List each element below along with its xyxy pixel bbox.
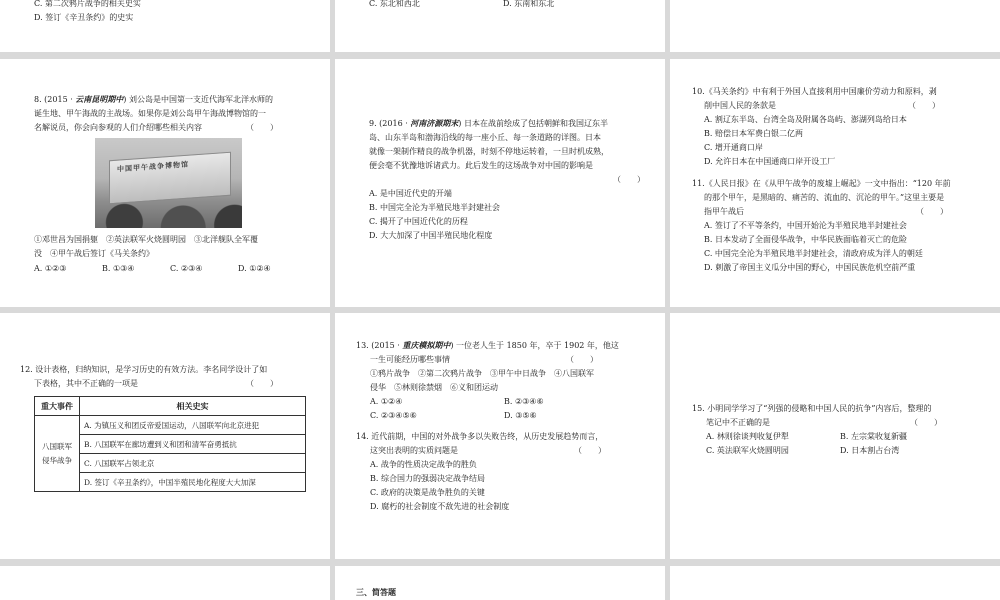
question-11: 11.《人民日报》在《从甲午战争的废墟上崛起》一文中指出：“120 年前 的那个甲午，是黑暗的、痛苦的、流血的、沉沦的甲午。”这里主要是 指甲午战后 （ ） A. 签订了不平等条约，中国开始沦为半殖民地半封建社会 B. 日本发动了全面侵华战争，中华民族面临着灭亡的危险 C. 中国完全沦为半殖民地半封建社会，清政府成为洋人的朝廷 D. 刺激了帝国主义瓜分中国的野心，中国民族危机空前严重: [692, 177, 951, 275]
option-d[interactable]: D. 腐朽的社会制度不敌先进的社会制度: [370, 502, 510, 511]
question-9-source: 河南济源期末: [410, 118, 459, 128]
option-c[interactable]: C. 中国完全沦为半殖民地半封建社会，清政府成为洋人的朝廷: [704, 249, 923, 258]
panel-bottom-right: [670, 566, 1000, 600]
table-cell[interactable]: D. 签订《辛丑条约》，中国半殖民地化程度大大加深: [80, 473, 306, 492]
option-a[interactable]: A. ①②③: [34, 264, 67, 273]
question-15: 15. 小明同学学习了“列强的侵略和中国人民的抗争”内容后，整理的 笔记中不正确的是 （ ） A. 林则徐谈判收复伊犁 B. 左宗棠收复新疆 C. 英法联军火烧圆明园 D. 日本割占台湾: [692, 402, 942, 458]
option-c: C. 第二次鸦片战争的相关史实: [34, 0, 141, 8]
option-b[interactable]: B. ①③④: [102, 264, 135, 273]
option-d[interactable]: D. 大大加深了中国半殖民地化程度: [369, 231, 493, 240]
table-header: 重大事件: [35, 397, 80, 416]
option-b[interactable]: B. 综合国力的强弱决定战争结局: [370, 474, 485, 483]
panel-top-left: [0, 0, 330, 52]
question-14: 14. 近代前期，中国的对外战争多以失败告终，从历史发展趋势而言， 这突出表明的实质问题是 （ ） A. 战争的性质决定战争的胜负 B. 综合国力的强弱决定战争结局 C. 政府的决策是战争胜负的关键 D. 腐朽的社会制度不敌先进的社会制度: [356, 430, 606, 514]
question-8: [34, 92, 278, 135]
panel-bottom-left: [0, 566, 330, 600]
option-d[interactable]: D. 允许日本在中国通商口岸开设工厂: [704, 157, 836, 166]
option-a[interactable]: A. 林则徐谈判收复伊犁: [706, 432, 789, 441]
table-cell[interactable]: B. 八国联军在廊坊遭到义和团和清军奋勇抵抗: [80, 435, 306, 454]
museum-photo: [95, 138, 242, 228]
option-a[interactable]: A. 是中国近代史的开端: [369, 189, 452, 198]
question-8-source: 云南昆明期中: [75, 94, 124, 104]
table-row: [35, 416, 306, 435]
option-b[interactable]: B. 中国完全沦为半殖民地半封建社会: [369, 203, 500, 212]
option-b[interactable]: B. 赔偿日本军费白银二亿两: [704, 129, 803, 138]
option-d: D. 东南和东北: [503, 0, 555, 8]
table-cell[interactable]: A. 为镇压义和团反帝爱国运动，八国联军向北京进犯: [80, 416, 306, 435]
question-9: 9. (2016 · 河南济源期末) 日本在战前绘成了包括朝鲜和我国辽东半 岛、山东半岛和渤海沿线的每一座小丘、每一条道路的详图。日本 就像一架制作精良的战争机器，时刻不停地运转着，一旦时机成熟， 便会毫不犹豫地诉诸武力。此后发生的这场战争对中国的影响是 （ ） A. 是中国近代史的开端 B. 中国完全沦为半殖民地半封建社会 C. 揭开了中国近代化的历程 D. 大大加深了中国半殖民地化程度: [369, 116, 645, 243]
question-13-source: 重庆模拟期中: [402, 340, 451, 350]
option-b[interactable]: B. 日本发动了全面侵华战争，中华民族面临着灭亡的危险: [704, 235, 907, 244]
option-c[interactable]: C. ②③④: [170, 264, 203, 273]
panel-top-middle: [335, 0, 665, 52]
question-8-line1: ) 刘公岛是中国第一支近代海军北洋水师的: [123, 95, 273, 104]
option-d[interactable]: D. ①②④: [238, 264, 271, 273]
option-c[interactable]: C. ②③④⑤⑥: [370, 411, 417, 420]
option-a[interactable]: A. ①②④: [370, 397, 403, 406]
option-c[interactable]: C. 政府的决策是战争胜负的关键: [370, 488, 485, 497]
option-a[interactable]: A. 战争的性质决定战争的胜负: [370, 460, 477, 469]
museum-sign: 中国甲午战争博物馆: [117, 160, 189, 174]
option-c[interactable]: C. 英法联军火烧圆明园: [706, 446, 789, 455]
option-a[interactable]: A. 签订了不平等条约，中国开始沦为半殖民地半封建社会: [704, 221, 907, 230]
option-d[interactable]: D. 刺激了帝国主义瓜分中国的野心，中国民族危机空前严重: [704, 263, 916, 272]
option-c[interactable]: C. 揭开了中国近代化的历程: [369, 217, 468, 226]
table-cell[interactable]: C. 八国联军占领北京: [80, 454, 306, 473]
question-8-prefix: 8. (2015 ·: [34, 95, 76, 104]
option-a[interactable]: A. 割辽东半岛、台湾全岛及附属各岛屿、澎湖列岛给日本: [704, 115, 907, 124]
question-8-options: [34, 262, 271, 276]
events-table: [34, 396, 306, 492]
question-13: 13. (2015 · 重庆模拟期中) 一位老人生于 1850 年，卒于 1902 年，他这 一生可能经历哪些事情 （ ） ①鸦片战争 ②第二次鸦片战争 ③甲午中日战争 ④八国联军 侵华 ⑤林则徐禁烟 ⑥义和团运动 A. ①②④ B. ②③④⑥ C. ②③④⑤⑥ D. ③⑤⑥: [356, 338, 619, 423]
option-b[interactable]: B. 左宗棠收复新疆: [840, 432, 907, 441]
option-b[interactable]: B. ②③④⑥: [504, 397, 544, 406]
event-cell: 八国联军侵华战争: [35, 416, 80, 492]
option-d[interactable]: D. 日本割占台湾: [840, 446, 900, 455]
option-d[interactable]: D. ③⑤⑥: [504, 411, 537, 420]
section-title: 三、简答题: [356, 587, 396, 597]
question-8-line3: 名解说员，你会向参观的人们介绍哪些相关内容 （ ）: [34, 123, 278, 132]
table-header: 相关史实: [80, 397, 306, 416]
question-8-items: ①邓世昌为国捐躯 ②英法联军火烧圆明园 ③北洋舰队全军覆 没 ④甲午战后签订《马关条约》: [34, 235, 258, 258]
panel-top-right: [670, 0, 1000, 52]
question-8-line2: 诞生地、甲午海战的主战场。如果你是刘公岛甲午海战博物馆的一: [34, 109, 266, 118]
question-12: 12. 设计表格，归纳知识，是学习历史的有效方法。李名同学设计了如 下表格，其中不正确的一项是 （ ）: [20, 365, 278, 388]
option-d: D. 签订《辛丑条约》的史实: [34, 13, 134, 22]
answer-paren: （ ）: [613, 175, 645, 184]
option-c[interactable]: C. 增开通商口岸: [704, 143, 763, 152]
question-10: 10.《马关条约》中有利于外国人直接利用中国廉价劳动力和原料，剥 削中国人民的条款是 （ ） A. 割辽东半岛、台湾全岛及附属各岛屿、澎湖列岛给日本 B. 赔偿日本军费白银二亿两 C. 增开通商口岸 D. 允许日本在中国通商口岸开设工厂: [692, 85, 940, 169]
option-c: C. 东北和西北: [369, 0, 420, 8]
